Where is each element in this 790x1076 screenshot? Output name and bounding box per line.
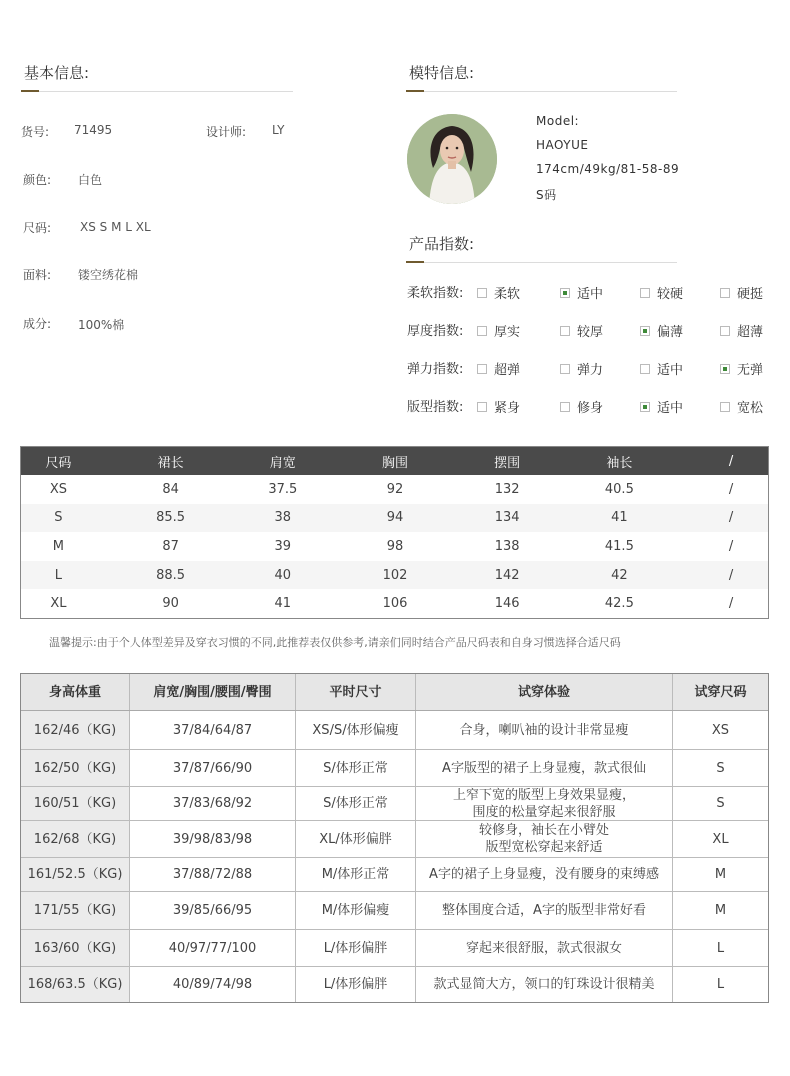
- size-table-cell: /: [728, 596, 734, 612]
- fit-table-cell: L/体形偏胖: [296, 930, 416, 966]
- model-portrait-icon: [407, 114, 497, 204]
- size-table-cell: 42: [611, 567, 628, 583]
- index-option-label: 适中: [657, 401, 684, 416]
- fit-table-cell: 款式显简大方，领口的钉珠设计很精美: [416, 967, 673, 1002]
- fit-table-cell: L: [716, 940, 725, 956]
- size-table-row: [21, 504, 768, 533]
- fit-table-cell: M/体形正常: [296, 858, 416, 891]
- designer-value: LY: [272, 123, 285, 137]
- fit-table-cell: 163/60（KG): [21, 930, 130, 966]
- size-table-cell: 84: [162, 481, 179, 497]
- tip-text: 温馨提示:由于个人体型差异及穿衣习惯的不同,此推荐表仅供参考,请亲们同时结合产品尺码表和自身习惯选择合适尺码: [49, 636, 621, 649]
- fit-table-row: [21, 967, 768, 1002]
- index-option-label: 偏薄: [657, 325, 684, 340]
- size-table-cell: /: [728, 567, 734, 583]
- fit-table-row: [21, 711, 768, 750]
- fit-table-cell: 37/84/64/87: [130, 711, 296, 749]
- size-table-cell: /: [728, 510, 734, 526]
- basic-info-divider: [21, 91, 293, 92]
- index-option-label: 适中: [577, 287, 604, 302]
- size-table-row: [21, 475, 768, 504]
- size-table-cell: 106: [382, 596, 408, 612]
- index-option[interactable]: [640, 321, 683, 340]
- index-option[interactable]: [477, 397, 520, 416]
- designer-label: 设计师:: [206, 125, 247, 139]
- size-table-cell: 88.5: [156, 567, 186, 583]
- fit-table-cell: A字的裙子上身显瘦，没有腰身的束缚感: [416, 858, 673, 891]
- index-option[interactable]: [477, 359, 520, 378]
- fit-table-cell: L: [716, 977, 725, 992]
- model-info-accent: [406, 90, 424, 92]
- composition-value: 100%棉: [78, 318, 125, 332]
- index-option[interactable]: [720, 283, 763, 302]
- fit-table-cell: 162/68（KG): [21, 821, 130, 857]
- index-row-label: 柔软指数:: [407, 286, 464, 301]
- size-table-cell: /: [728, 481, 734, 497]
- index-row-label: 弹力指数:: [407, 362, 464, 377]
- checkbox-icon[interactable]: [640, 402, 650, 412]
- size-table-cell: 138: [494, 538, 520, 554]
- model-measurements: 174cm/49kg/81-58-89: [536, 162, 680, 176]
- size-table-header-cell: 胸围: [381, 455, 408, 471]
- fit-table-cell: M: [714, 903, 727, 918]
- size-table-cell: 87: [162, 538, 179, 554]
- checkbox-icon[interactable]: [560, 326, 570, 336]
- fit-table-cell: XS/S/体形偏瘦: [296, 711, 416, 749]
- fit-table-cell: 整体围度合适，A字的版型非常好看: [416, 892, 673, 929]
- index-option[interactable]: [560, 321, 603, 340]
- product-index-title: 产品指数:: [409, 235, 475, 253]
- checkbox-icon[interactable]: [720, 402, 730, 412]
- index-row-label: 厚度指数:: [407, 324, 464, 339]
- checkbox-icon[interactable]: [720, 288, 730, 298]
- fit-table-cell: 168/63.5（KG): [21, 967, 130, 1002]
- checkbox-icon[interactable]: [640, 364, 650, 374]
- index-option-label: 宽松: [737, 401, 764, 416]
- size-table-cell: /: [728, 538, 734, 554]
- index-option[interactable]: [720, 359, 763, 378]
- item-no-label: 货号:: [21, 125, 50, 139]
- size-table-cell: 132: [494, 481, 520, 497]
- fit-table-cell: 37/87/66/90: [130, 750, 296, 786]
- size-table-header: [21, 447, 768, 475]
- size-table-row: [21, 589, 768, 618]
- fit-table-cell: 160/51（KG): [21, 787, 130, 820]
- size-table-cell: 40: [274, 567, 292, 583]
- size-table-header-cell: 袖长: [606, 455, 633, 471]
- size-table-header-cell: 摆围: [494, 455, 521, 471]
- index-row-label: 版型指数:: [407, 400, 464, 415]
- size-table-cell: 37.5: [268, 481, 298, 497]
- checkbox-icon[interactable]: [477, 288, 487, 298]
- size-table-header-cell: 裙长: [157, 455, 184, 471]
- fit-table: [20, 673, 769, 1003]
- checkbox-icon[interactable]: [560, 364, 570, 374]
- index-option[interactable]: [720, 321, 763, 340]
- fit-table-cell: S/体形正常: [296, 787, 416, 820]
- size-table-cell: XL: [50, 596, 67, 612]
- index-option-label: 厚实: [494, 325, 521, 340]
- size-table-row: [21, 532, 768, 561]
- fit-table-cell: M: [714, 867, 727, 882]
- color-label: 颜色:: [23, 173, 52, 187]
- fit-table-row: [21, 821, 768, 858]
- size-table-cell: L: [54, 567, 63, 583]
- basic-info-title: 基本信息:: [24, 64, 90, 82]
- size-table-cell: M: [52, 538, 64, 554]
- checkbox-icon[interactable]: [560, 402, 570, 412]
- fit-table-cell: 162/46（KG): [21, 711, 130, 749]
- checkbox-icon[interactable]: [477, 402, 487, 412]
- size-table-cell: 102: [382, 567, 408, 583]
- index-option-label: 弹力: [577, 363, 604, 378]
- fit-table-cell: 39/98/83/98: [130, 821, 296, 857]
- checkbox-icon[interactable]: [720, 326, 730, 336]
- fit-table-cell: 40/97/77/100: [130, 930, 296, 966]
- index-option[interactable]: [560, 283, 603, 302]
- size-table-cell: XS: [49, 481, 67, 497]
- index-option[interactable]: [560, 359, 603, 378]
- index-option-label: 硬挺: [737, 287, 764, 302]
- fit-table-cell: S: [716, 760, 725, 776]
- fit-table-cell: M/体形偏瘦: [296, 892, 416, 929]
- size-table-cell: 41: [274, 596, 292, 612]
- fit-table-cell: 37/88/72/88: [130, 858, 296, 891]
- product-index-accent: [406, 261, 424, 263]
- fit-table-header-cell: 平时尺寸: [296, 674, 416, 710]
- index-option-label: 紧身: [494, 401, 521, 416]
- checkbox-icon[interactable]: [640, 326, 650, 336]
- index-option-label: 超弹: [494, 363, 521, 378]
- fit-table-header-cell: 肩宽/胸围/腰围/臀围: [130, 674, 296, 710]
- index-option[interactable]: [560, 397, 603, 416]
- index-option-label: 超薄: [737, 325, 764, 340]
- fit-table-cell: 较修身，袖长在小臂处 版型宽松穿起来舒适: [416, 821, 673, 857]
- size-table-cell: S: [54, 510, 63, 526]
- index-row: [407, 358, 777, 376]
- fit-table-cell: 39/85/66/95: [130, 892, 296, 929]
- fit-table-header-cell: 身高体重: [21, 674, 130, 710]
- composition-label: 成分:: [23, 317, 52, 331]
- size-table-cell: 85.5: [156, 510, 186, 526]
- index-option[interactable]: [477, 321, 520, 340]
- fabric-value: 镂空绣花棉: [78, 268, 139, 282]
- size-table-cell: 41: [611, 510, 628, 526]
- index-option-label: 柔软: [494, 287, 521, 302]
- index-row: [407, 396, 777, 414]
- index-option[interactable]: [477, 283, 520, 302]
- fit-table-cell: 合身，喇叭袖的设计非常显瘦: [416, 711, 673, 749]
- fit-table-cell: XL: [712, 831, 729, 847]
- model-info-divider: [406, 91, 677, 92]
- index-option-label: 修身: [577, 401, 604, 416]
- index-row: [407, 320, 777, 338]
- checkbox-icon[interactable]: [477, 364, 487, 374]
- basic-info-accent: [21, 90, 39, 92]
- fit-table-cell: 上窄下宽的版型上身效果显瘦， 围度的松量穿起来很舒服: [416, 787, 673, 820]
- size-table-cell: 146: [494, 596, 520, 612]
- model-name-label: Model:: [536, 114, 580, 128]
- index-option-label: 较厚: [577, 325, 604, 340]
- product-index-divider: [406, 262, 677, 263]
- fit-table-cell: XS: [711, 722, 730, 738]
- fit-table-cell: XL/体形偏胖: [296, 821, 416, 857]
- fit-table-cell: 161/52.5（KG): [21, 858, 130, 891]
- item-no-value: 71495: [74, 123, 113, 137]
- fit-table-header-cell: 试穿体验: [416, 674, 673, 710]
- index-option[interactable]: [720, 397, 763, 416]
- model-name: HAOYUE: [536, 138, 589, 152]
- size-values: XS S M L XL: [80, 220, 151, 234]
- fit-table-cell: L/体形偏胖: [296, 967, 416, 1002]
- size-table-cell: 98: [386, 538, 404, 554]
- size-table-header-cell: 尺码: [45, 455, 72, 471]
- index-option[interactable]: [640, 359, 683, 378]
- model-info-title: 模特信息:: [409, 64, 475, 82]
- fit-table-cell: 40/89/74/98: [130, 967, 296, 1002]
- fit-table-row: [21, 858, 768, 892]
- fit-table-cell: 37/83/68/92: [130, 787, 296, 820]
- size-table-cell: 94: [386, 510, 404, 526]
- size-table-body: [21, 475, 768, 618]
- size-table-cell: 40.5: [604, 481, 634, 497]
- checkbox-icon[interactable]: [640, 288, 650, 298]
- index-option-label: 无弹: [737, 363, 764, 378]
- fit-table-header-cell: 试穿尺码: [694, 684, 747, 700]
- fit-table-row: [21, 750, 768, 787]
- size-table-cell: 38: [274, 510, 292, 526]
- checkbox-icon[interactable]: [720, 364, 730, 374]
- fit-table-cell: 穿起来很舒服，款式很淑女: [416, 930, 673, 966]
- size-table: [20, 446, 769, 619]
- fit-table-row: [21, 930, 768, 967]
- color-value: 白色: [78, 173, 103, 187]
- size-table-cell: 42.5: [604, 596, 634, 612]
- index-option-label: 适中: [657, 363, 684, 378]
- fit-table-header: [21, 674, 768, 711]
- fit-table-cell: 171/55（KG): [21, 892, 130, 929]
- size-table-header-cell: /: [728, 453, 734, 469]
- model-size: S码: [536, 188, 557, 202]
- size-table-cell: 39: [274, 538, 292, 554]
- checkbox-icon[interactable]: [560, 288, 570, 298]
- fit-table-cell: A字版型的裙子上身显瘦，款式很仙: [416, 750, 673, 786]
- model-avatar: [407, 114, 497, 204]
- index-row: [407, 282, 777, 300]
- fabric-label: 面料:: [23, 268, 52, 282]
- index-option[interactable]: [640, 397, 683, 416]
- fit-table-cell: S: [716, 796, 725, 811]
- checkbox-icon[interactable]: [477, 326, 487, 336]
- size-table-header-cell: 肩宽: [269, 455, 296, 471]
- size-table-cell: 92: [386, 481, 404, 497]
- size-table-row: [21, 561, 768, 590]
- fit-table-row: [21, 892, 768, 930]
- size-table-cell: 41.5: [604, 538, 634, 554]
- index-option-label: 较硬: [657, 287, 684, 302]
- size-label: 尺码:: [23, 221, 52, 235]
- size-table-cell: 90: [162, 596, 179, 612]
- size-table-cell: 134: [494, 510, 520, 526]
- index-option[interactable]: [640, 283, 683, 302]
- fit-table-cell: S/体形正常: [296, 750, 416, 786]
- fit-table-cell: 162/50（KG): [21, 750, 130, 786]
- size-table-cell: 142: [494, 567, 520, 583]
- fit-table-body: [21, 711, 768, 1002]
- fit-table-row: [21, 787, 768, 821]
